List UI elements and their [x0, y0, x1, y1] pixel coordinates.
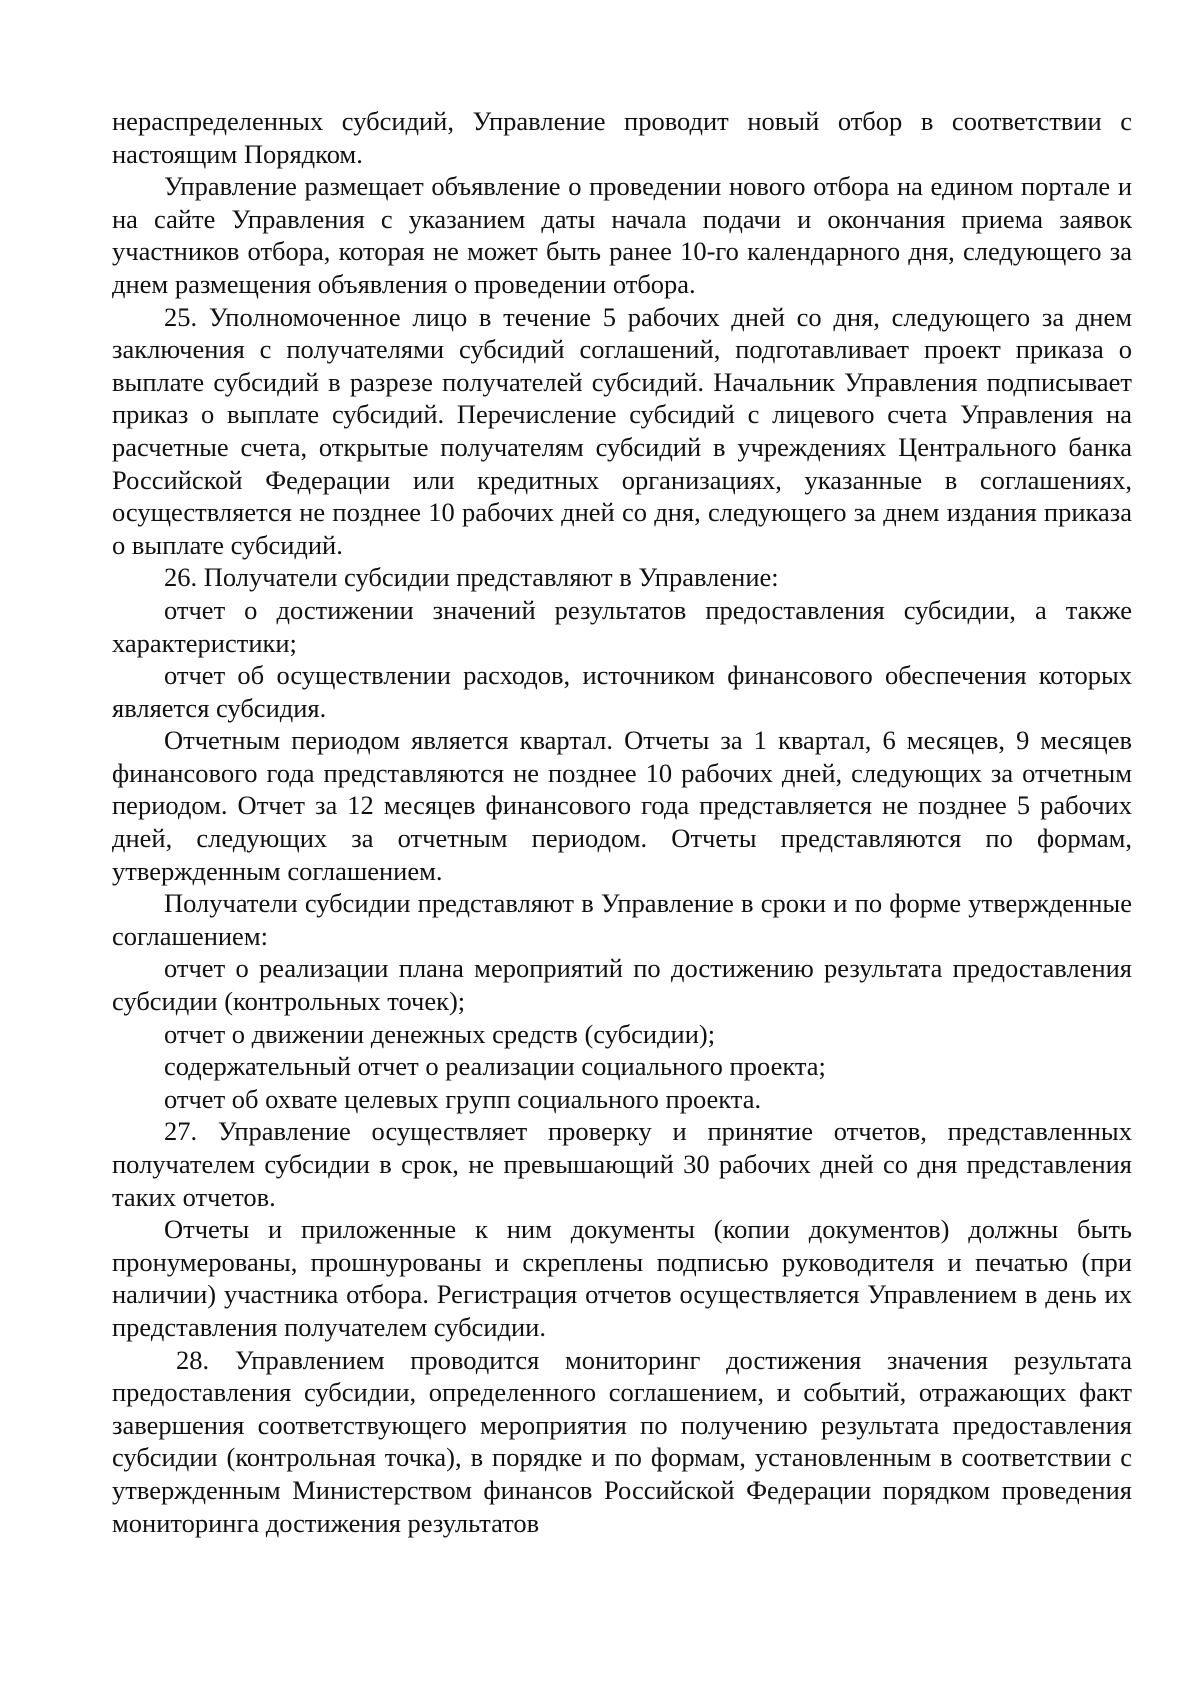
paragraph-report-plan: отчет о реализации плана мероприятий по достижению результата предоставления субсидии (контрольных точек); — [112, 953, 1132, 1017]
document-page — [112, 105, 1132, 1539]
paragraph-reporting-period: Отчетным периодом является квартал. Отчеты за 1 квартал, 6 месяцев, 9 месяцев финансового года представляются не позднее 10 рабочих дней, следующих за отчетным периодом. Отчет за 12 месяцев финансового года представляется не позднее 5 рабочих дней, следующих за отчетным периодом. Отчеты представляются по формам, утвержденным соглашением. — [112, 725, 1132, 886]
paragraph-reports-documents: Отчеты и приложенные к ним документы (копии документов) должны быть пронумерованы, прошнурованы и скреплены подписью руководителя и печатью (при наличии) участника отбора. Регистрация отчетов осуществляется Управлением в день их представления получателем субсидии. — [112, 1214, 1132, 1342]
paragraph-item-27: 27. Управление осуществляет проверку и принятие отчетов, представленных получателем субсидии в срок, не превышающий 30 рабочих дней со дня представления таких отчетов. — [112, 1116, 1132, 1212]
paragraph-item-26: 26. Получатели субсидии представляют в Управление: — [164, 562, 779, 593]
paragraph-report-substantive: содержательный отчет о реализации социального проекта; — [164, 1051, 826, 1082]
paragraph-new-selection-announcement: Управление размещает объявление о проведении нового отбора на едином портале и на сайте Управления с указанием даты начала подачи и окончания приема заявок участников отбора, которая не может быть ранее 10-го календарного дня, следующего за днем размещения объявления о проведении отбора. — [112, 171, 1132, 299]
paragraph-item-28: 28. Управлением проводится мониторинг достижения значения результата предоставления субсидии, определенного соглашением, и событий, отражающих факт завершения соответствующего мероприятия по получению результата предоставления субсидии (контрольная точка), в порядке и по формам, установленным в соответствии с утвержденным Министерством финансов Российской Федерации порядком проведения мониторинга достижения результатов — [112, 1344, 1132, 1538]
paragraph-report-expenses: отчет об осуществлении расходов, источником финансового обеспечения которых является субсидия. — [112, 660, 1132, 723]
paragraph-continuation: нераспределенных субсидий, Управление проводит новый отбор в соответствии с настоящим Порядком. — [112, 106, 1132, 169]
paragraph-item-25: 25. Уполномоченное лицо в течение 5 рабочих дней со дня, следующего за днем заключения с получателями субсидий соглашений, подготавливает проект приказа о выплате субсидий в разрезе получателей субсидий. Начальник Управления подписывает приказ о выплате субсидий. Перечисление субсидий с лицевого счета Управления на расчетные счета, открытые получателям субсидий в учреждениях Центрального банка Российской Федерации или кредитных организациях, указанные в соглашениях, осуществляется не позднее 10 рабочих дней со дня, следующего за днем издания приказа о выплате субсидий. — [112, 301, 1132, 560]
paragraph-recipients-submit: Получатели субсидии представляют в Управление в сроки и по форме утвержденные соглашением: — [112, 888, 1132, 951]
paragraph-report-results: отчет о достижении значений результатов предоставления субсидии, а также характеристики; — [112, 594, 1132, 658]
paragraph-report-target-groups: отчет об охвате целевых групп социального проекта. — [164, 1083, 762, 1114]
paragraph-report-cash-flow: отчет о движении денежных средств (субсидии); — [164, 1018, 716, 1049]
